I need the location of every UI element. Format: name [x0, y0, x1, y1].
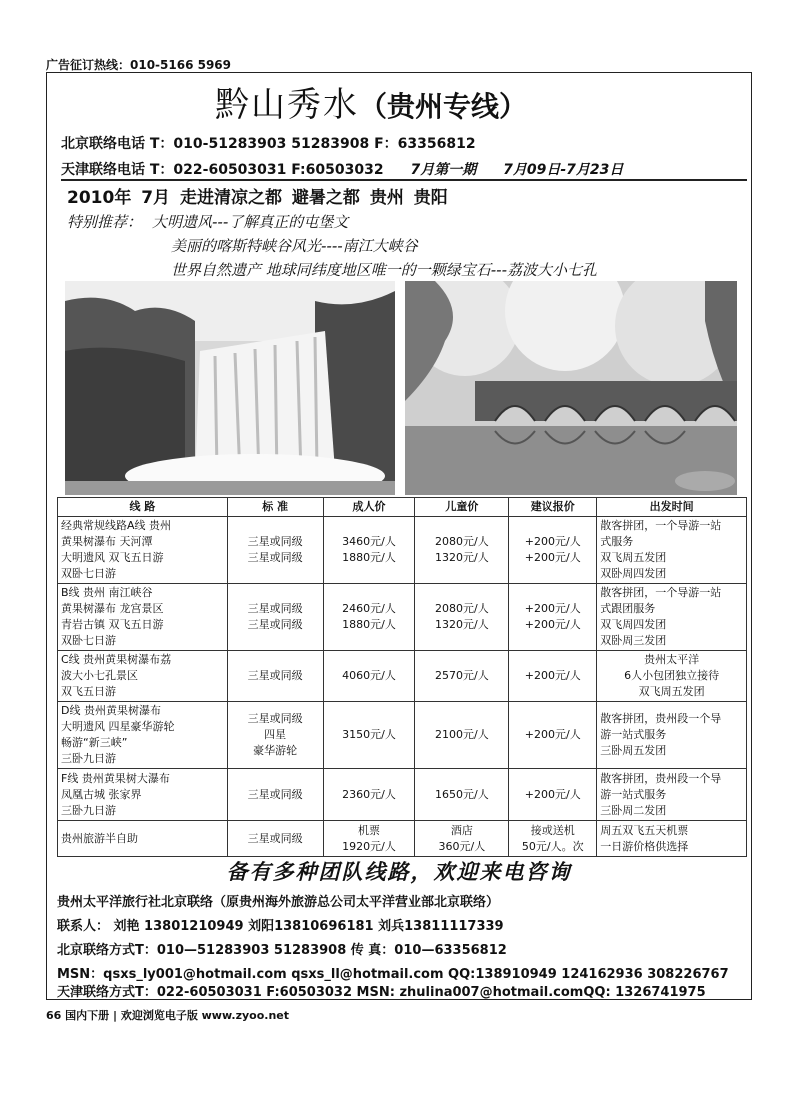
tianjin-contact-row: [61, 159, 623, 179]
recommend-item: 大明遗风---了解真正的屯堡文: [152, 213, 349, 231]
cell-standard: 三星或同级: [227, 769, 323, 821]
header-standard: 标 准: [227, 498, 323, 517]
cell-departure: 散客拼团，一个导游一站 式跟团服务 双飞周四发团 双卧周三发团: [597, 584, 747, 651]
table-row: [58, 702, 747, 769]
agency-name: 贵州太平洋旅行社北京联络（原贵州海外旅游总公司太平洋营业部北京联络）: [57, 895, 500, 910]
cell-departure: 贵州太平洋 6人小包团独立接待 双飞周五发团: [597, 651, 747, 702]
header-suggested-price: 建议报价: [509, 498, 597, 517]
beijing-contact-footer: 北京联络方式T：010—51283903 51283908 传 真：010—63356812: [57, 943, 507, 958]
headline: 2010年 7月 走进清凉之都 避暑之都 贵州 贵阳: [67, 188, 448, 208]
cell-standard: 三星或同级 三星或同级: [227, 584, 323, 651]
cell-quote: +200元/人: [509, 769, 597, 821]
cell-standard: 三星或同级: [227, 651, 323, 702]
cell-departure: 散客拼团，一个导游一站 式服务 双飞周五发团 双卧周四发团: [597, 517, 747, 584]
cell-departure: 散客拼团，贵州段一个导 游一站式服务 三卧周二发团: [597, 769, 747, 821]
issue-label: 7月第一期: [410, 162, 477, 178]
table-row: [58, 584, 747, 651]
header-departure: 出发时间: [597, 498, 747, 517]
msn-qq: MSN：qsxs_ly001@hotmail.com qsxs_ll@hotmail.com QQ:138910949 124162936 308226767: [57, 967, 729, 982]
recommend-item: 世界自然遗产 地球同纬度地区唯一的一颗绿宝石---荔波大小七孔: [171, 261, 598, 279]
cell-route: D线 贵州黄果树瀑布 大明遗风 四星豪华游轮 畅游“新三峡” 三卧九日游: [58, 702, 228, 769]
cell-child: 2570元/人: [415, 651, 509, 702]
cell-route: B线 贵州 南江峡谷 黄果树瀑布 龙宫景区 青岩古镇 双飞五日游 双卧七日游: [58, 584, 228, 651]
table-row: [58, 821, 747, 857]
cell-route: C线 贵州黄果树瀑布荔 波大小七孔景区 双飞五日游: [58, 651, 228, 702]
recommend-item: 美丽的喀斯特峡谷风光----南江大峡谷: [171, 237, 418, 255]
table-row: [58, 769, 747, 821]
route-price-table: [57, 497, 747, 857]
header-route: 线 路: [58, 498, 228, 517]
advertisement-frame: [46, 72, 752, 1000]
slogan: 备有多种团队线路，欢迎来电咨询: [226, 859, 572, 884]
cell-quote: +200元/人: [509, 651, 597, 702]
tianjin-contact-footer: 天津联络方式T：022-60503031 F:60503032 MSN: zhulina007@hotmail.comQQ: 1326741975: [57, 985, 706, 1000]
cell-child: 酒店 360元/人: [415, 821, 509, 857]
cell-route: F线 贵州黄果树大瀑布 凤凰古城 张家界 三卧九日游: [58, 769, 228, 821]
tianjin-contact: 天津联络电话 T：022-60503031 F:60503032: [61, 162, 384, 178]
cell-route: 贵州旅游半自助: [58, 821, 228, 857]
cell-standard: 三星或同级 四星 豪华游轮: [227, 702, 323, 769]
cell-child: 2080元/人 1320元/人: [415, 584, 509, 651]
date-range: 7月09日-7月23日: [503, 162, 624, 178]
cell-quote: +200元/人 +200元/人: [509, 517, 597, 584]
title-main: 黔山秀水: [215, 85, 359, 125]
cell-route: 经典常规线路A线 贵州 黄果树瀑布 天河潭 大明遗风 双飞五日游 双卧七日游: [58, 517, 228, 584]
divider: [61, 179, 747, 181]
title-subtitle: （贵州专线）: [359, 90, 528, 123]
waterfall-photo: [65, 281, 395, 495]
cell-adult: 2360元/人: [323, 769, 415, 821]
recommend-label: 特别推荐：: [67, 213, 143, 231]
cell-quote: 接或送机 50元/人。次: [509, 821, 597, 857]
cell-departure: 周五双飞五天机票 一日游价格供选择: [597, 821, 747, 857]
cell-child: 1650元/人: [415, 769, 509, 821]
cell-adult: 3150元/人: [323, 702, 415, 769]
cell-departure: 散客拼团，贵州段一个导 游一站式服务 三卧周五发团: [597, 702, 747, 769]
cell-quote: +200元/人 +200元/人: [509, 584, 597, 651]
cell-adult: 机票 1920元/人: [323, 821, 415, 857]
cell-adult: 4060元/人: [323, 651, 415, 702]
page-title: [215, 77, 527, 126]
header-adult-price: 成人价: [323, 498, 415, 517]
table-row: [58, 651, 747, 702]
table-header-row: [58, 498, 747, 517]
cell-adult: 3460元/人 1880元/人: [323, 517, 415, 584]
cell-standard: 三星或同级 三星或同级: [227, 517, 323, 584]
cell-quote: +200元/人: [509, 702, 597, 769]
bridge-photo: [405, 281, 737, 495]
table-row: [58, 517, 747, 584]
cell-standard: 三星或同级: [227, 821, 323, 857]
cell-adult: 2460元/人 1880元/人: [323, 584, 415, 651]
header-child-price: 儿童价: [415, 498, 509, 517]
beijing-contact: 北京联络电话 T：010-51283903 51283908 F：63356812: [61, 136, 476, 152]
page-footer: 66 国内下册 | 欢迎浏览电子版 www.zyoo.net: [46, 1009, 290, 1022]
cell-child: 2100元/人: [415, 702, 509, 769]
cell-child: 2080元/人 1320元/人: [415, 517, 509, 584]
contact-persons: 联系人： 刘艳 13801210949 刘阳13810696181 刘兵13811117339: [57, 919, 504, 934]
recommend-line-1: [67, 211, 348, 232]
ad-hotline: 广告征订热线：010-5166 5969: [46, 58, 232, 72]
